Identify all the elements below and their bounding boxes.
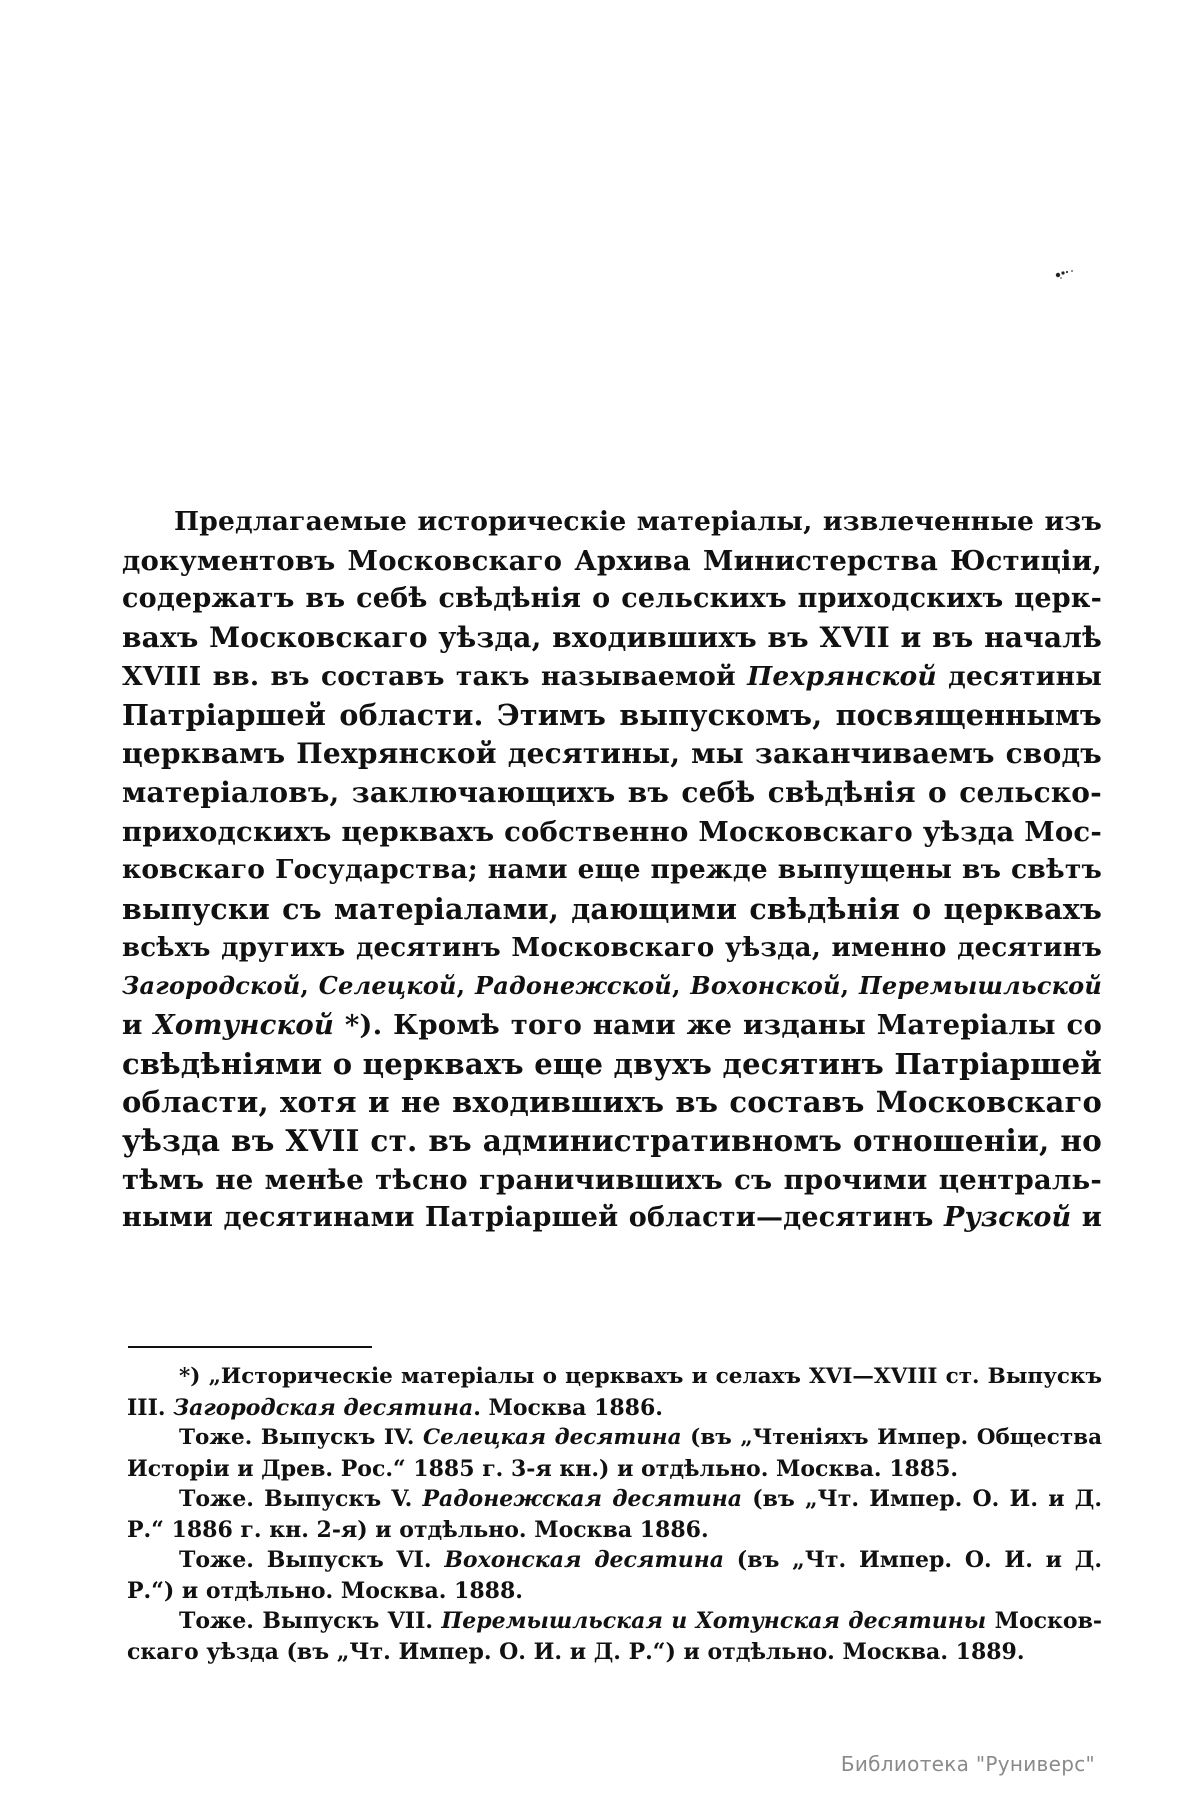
italic-place-name: Загородской bbox=[122, 971, 301, 1001]
main-line: тѣмъ не менѣе тѣсно граничившихъ съ прочими централь- bbox=[122, 1163, 1102, 1196]
main-line: XVIII вв. въ составъ такъ называемой Пехрянской десятины bbox=[122, 660, 1102, 692]
footnote-line: *) „Историческіе матеріалы о церквахъ и селахъ XVI—XVIII ст. Выпускъ bbox=[179, 1364, 1102, 1389]
footnote-line: Исторіи и Древ. Рос.“ 1885 г. 3-я кн.) и отдѣльно. Москва. 1885. bbox=[127, 1455, 959, 1482]
main-line: содержатъ въ себѣ свѣдѣнія о сельскихъ приходскихъ церк- bbox=[122, 583, 1102, 615]
main-line: свѣдѣніями о церквахъ еще двухъ десятинъ Патріаршей bbox=[122, 1046, 1102, 1081]
main-line: области, хотя и не входившихъ въ составъ Московскаго bbox=[122, 1085, 1102, 1120]
ink-speck-mark bbox=[1050, 263, 1080, 283]
footnotes bbox=[127, 1362, 1102, 1667]
main-line: Предлагаемые историческіе матеріалы, извлеченные изъ bbox=[174, 506, 1102, 537]
italic-place-name: Пехрянской bbox=[747, 660, 937, 692]
italic-place-name: Селецкой bbox=[318, 971, 457, 1001]
main-line: документовъ Московскаго Архива Министерства Юстиціи, bbox=[122, 544, 1102, 577]
footnote-line: скаго уѣзда (въ „Чт. Импер. О. И. и Д. Р.“) и отдѣльно. Москва. 1889. bbox=[127, 1638, 1025, 1665]
main-line: выпуски съ матеріалами, дающими свѣдѣнія о церквахъ bbox=[122, 891, 1102, 926]
italic-place-name: Радонежской bbox=[475, 971, 672, 1001]
main-line: ковскаго Государства; нами еще прежде выпущены въ свѣтъ bbox=[122, 854, 1102, 886]
main-line: вахъ Московскаго уѣзда, входившихъ въ XVII и въ началѣ bbox=[122, 621, 1102, 655]
main-line: ными десятинами Патріаршей области—десятинъ Рузской и bbox=[122, 1202, 1102, 1234]
footnote-line: Тоже. Выпускъ VII. Перемышльская и Хотунская десятины Москов- bbox=[179, 1608, 1103, 1634]
main-line: Патріаршей области. Этимъ выпускомъ, посвященнымъ bbox=[122, 698, 1102, 733]
main-line: матеріаловъ, заключающихъ въ себѣ свѣдѣнія о сельско- bbox=[122, 775, 1102, 809]
footnote-line: III. Загородская десятина. Москва 1886. bbox=[127, 1394, 663, 1421]
italic-title: Радонежская десятина bbox=[422, 1486, 743, 1512]
main-line: и Хотунской *). Кромѣ того нами же изданы Матеріалы со bbox=[122, 1008, 1102, 1041]
italic-place-name: Рузской bbox=[943, 1202, 1072, 1234]
footnote-line: Р.“) и отдѣльно. Москва. 1888. bbox=[127, 1577, 523, 1604]
footnote-line: Тоже. Выпускъ IV. Селецкая десятина (въ „Чтеніяхъ Импер. Общества bbox=[179, 1425, 1103, 1450]
main-line: приходскихъ церквахъ собственно Московскаго уѣзда Мос- bbox=[122, 815, 1102, 848]
library-watermark: Библиотека "Руниверс" bbox=[840, 1752, 1095, 1776]
main-line: всѣхъ другихъ десятинъ Московскаго уѣзда, именно десятинъ bbox=[122, 932, 1102, 963]
footnote-line: Тоже. Выпускъ V. Радонежская десятина (въ „Чт. Импер. О. И. и Д. bbox=[179, 1486, 1102, 1512]
italic-title: Перемышльская и Хотунская десятины bbox=[441, 1608, 987, 1634]
main-line: уѣзда въ XVII ст. въ административномъ отношеніи, но bbox=[122, 1123, 1102, 1158]
footnote-line: Р.“ 1886 г. кн. 2-я) и отдѣльно. Москва 1886. bbox=[127, 1516, 709, 1543]
italic-place-name: Вохонской bbox=[690, 971, 841, 1001]
italic-title: Загородская десятина bbox=[173, 1394, 474, 1421]
footnote-line: Тоже. Выпускъ VI. Вохонская десятина (въ „Чт. Импер. О. И. и Д. bbox=[179, 1547, 1102, 1573]
italic-place-name: Перемышльской bbox=[859, 971, 1102, 1001]
footnote-separator bbox=[128, 1346, 372, 1348]
main-line: церквамъ Пехрянской десятины, мы заканчиваемъ сводъ bbox=[122, 737, 1102, 771]
main-line: Загородской, Селецкой, Радонежской, Вохонской, Перемышльской bbox=[122, 971, 1102, 1001]
italic-place-name: Хотунской bbox=[153, 1008, 335, 1041]
italic-title: Вохонская десятина bbox=[444, 1547, 725, 1573]
main-paragraph bbox=[122, 503, 1102, 1238]
italic-title: Селецкая десятина bbox=[422, 1425, 682, 1450]
